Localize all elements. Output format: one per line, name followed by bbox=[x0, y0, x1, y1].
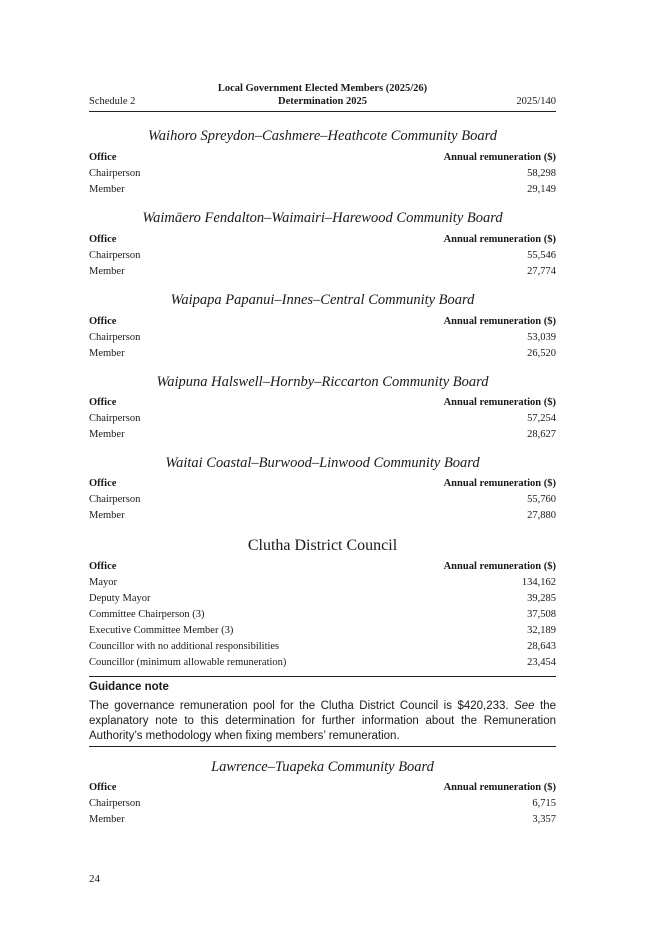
office-cell: Committee Chairperson (3) bbox=[89, 609, 205, 620]
amount-cell: 28,643 bbox=[527, 641, 556, 652]
office-cell: Councillor with no additional responsibilities bbox=[89, 641, 280, 652]
amount-cell: 28,627 bbox=[527, 429, 556, 440]
office-cell: Chairperson bbox=[89, 250, 141, 261]
guidance-top-rule bbox=[89, 676, 556, 677]
remuneration-column-header: Annual remuneration ($) bbox=[443, 782, 556, 793]
remuneration-column-header: Annual remuneration ($) bbox=[443, 397, 556, 408]
office-column-header: Office bbox=[89, 316, 117, 327]
guidance-see-emphasis: See bbox=[514, 700, 535, 712]
office-cell: Deputy Mayor bbox=[89, 593, 151, 604]
table-header-row bbox=[89, 780, 556, 796]
amount-cell: 3,357 bbox=[532, 814, 556, 825]
table-row bbox=[89, 182, 556, 198]
office-cell: Member bbox=[89, 429, 125, 440]
remuneration-column-header: Annual remuneration ($) bbox=[443, 561, 556, 572]
table-row bbox=[89, 248, 556, 264]
amount-cell: 55,546 bbox=[527, 250, 556, 261]
table-header-row bbox=[89, 395, 556, 411]
office-column-header: Office bbox=[89, 152, 117, 163]
table-row bbox=[89, 346, 556, 362]
amount-cell: 29,149 bbox=[527, 184, 556, 195]
table-row bbox=[89, 591, 556, 607]
council-title: Clutha District Council bbox=[247, 537, 398, 554]
board-title-fendalton: Waimāero Fendalton–Waimairi–Harewood Community Board bbox=[142, 210, 503, 226]
remuneration-column-header: Annual remuneration ($) bbox=[443, 316, 556, 327]
table-row bbox=[89, 812, 556, 828]
table-row bbox=[89, 575, 556, 591]
office-cell: Chairperson bbox=[89, 413, 141, 424]
document-title bbox=[89, 82, 556, 108]
table-row bbox=[89, 508, 556, 524]
office-cell: Chairperson bbox=[89, 798, 141, 809]
table-header-row bbox=[89, 150, 556, 166]
page-header bbox=[89, 80, 556, 112]
schedule-label: Schedule 2 bbox=[89, 96, 136, 107]
guidance-text-part2: the explanatory note to this determination for further information about the Remuneration Authority’s methodology when fixing members’ remuneration. bbox=[89, 700, 556, 742]
office-cell: Chairperson bbox=[89, 168, 141, 179]
amount-cell: 27,774 bbox=[527, 266, 556, 277]
office-column-header: Office bbox=[89, 234, 117, 245]
office-column-header: Office bbox=[89, 782, 117, 793]
table-row bbox=[89, 411, 556, 427]
table-row bbox=[89, 492, 556, 508]
amount-cell: 134,162 bbox=[521, 577, 556, 588]
office-column-header: Office bbox=[89, 561, 117, 572]
office-cell: Councillor (minimum allowable remuneration) bbox=[89, 657, 287, 668]
table-row bbox=[89, 639, 556, 655]
guidance-text-part1: The governance remuneration pool for the Clutha District Council is $420,233. bbox=[89, 700, 515, 712]
office-cell: Executive Committee Member (3) bbox=[89, 625, 234, 636]
office-cell: Member bbox=[89, 184, 125, 195]
office-cell: Mayor bbox=[89, 577, 117, 588]
amount-cell: 26,520 bbox=[527, 348, 556, 359]
table-row bbox=[89, 427, 556, 443]
office-cell: Chairperson bbox=[89, 332, 141, 343]
office-cell: Member bbox=[89, 266, 125, 277]
table-row bbox=[89, 607, 556, 623]
table-row bbox=[89, 623, 556, 639]
amount-cell: 57,254 bbox=[527, 413, 556, 424]
guidance-bottom-rule bbox=[89, 746, 556, 747]
table-row bbox=[89, 655, 556, 671]
board-title-halswell: Waipuna Halswell–Hornby–Riccarton Community Board bbox=[156, 374, 489, 390]
table-row bbox=[89, 330, 556, 346]
table-header-row bbox=[89, 559, 556, 575]
guidance-note-title: Guidance note bbox=[89, 681, 169, 693]
remuneration-column-header: Annual remuneration ($) bbox=[443, 234, 556, 245]
board-title-lawrence: Lawrence–Tuapeka Community Board bbox=[211, 759, 434, 775]
amount-cell: 27,880 bbox=[527, 510, 556, 521]
document-title-line2: Determination 2025 bbox=[278, 96, 367, 107]
remuneration-column-header: Annual remuneration ($) bbox=[443, 478, 556, 489]
office-column-header: Office bbox=[89, 397, 117, 408]
table-header-row bbox=[89, 476, 556, 492]
amount-cell: 6,715 bbox=[532, 798, 556, 809]
board-title-coastal: Waitai Coastal–Burwood–Linwood Community Board bbox=[165, 455, 480, 471]
amount-cell: 55,760 bbox=[527, 494, 556, 505]
office-cell: Chairperson bbox=[89, 494, 141, 505]
board-title-papanui: Waipapa Papanui–Innes–Central Community Board bbox=[170, 292, 475, 308]
table-row bbox=[89, 796, 556, 812]
guidance-note-text bbox=[89, 699, 556, 744]
document-reference: 2025/140 bbox=[516, 96, 556, 107]
amount-cell: 37,508 bbox=[527, 609, 556, 620]
amount-cell: 32,189 bbox=[527, 625, 556, 636]
board-title-spreydon: Waihoro Spreydon–Cashmere–Heathcote Community Board bbox=[148, 128, 497, 144]
office-cell: Member bbox=[89, 814, 125, 825]
table-row bbox=[89, 166, 556, 182]
amount-cell: 39,285 bbox=[527, 593, 556, 604]
amount-cell: 53,039 bbox=[527, 332, 556, 343]
amount-cell: 58,298 bbox=[527, 168, 556, 179]
office-cell: Member bbox=[89, 348, 125, 359]
office-column-header: Office bbox=[89, 478, 117, 489]
amount-cell: 23,454 bbox=[527, 657, 556, 668]
table-header-row bbox=[89, 314, 556, 330]
office-cell: Member bbox=[89, 510, 125, 521]
document-title-line1: Local Government Elected Members (2025/26) bbox=[217, 83, 428, 94]
page-number: 24 bbox=[89, 873, 100, 885]
remuneration-column-header: Annual remuneration ($) bbox=[443, 152, 556, 163]
table-header-row bbox=[89, 232, 556, 248]
table-row bbox=[89, 264, 556, 280]
